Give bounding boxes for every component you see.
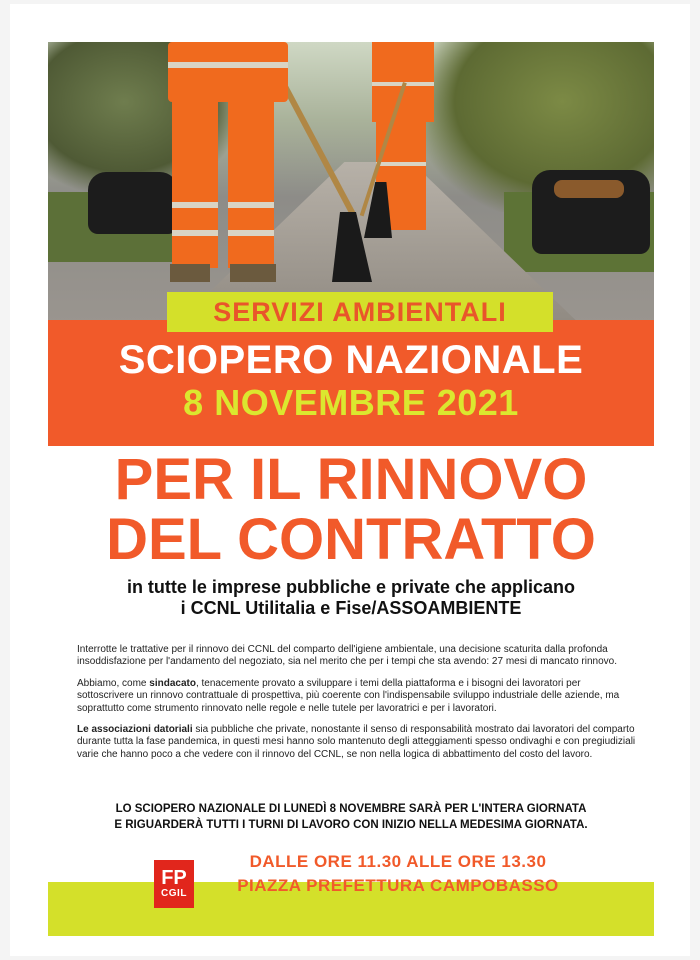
strike-date: 8 NOVEMBRE 2021 bbox=[183, 382, 519, 423]
headline-line-1: PER IL RINNOVO bbox=[114, 447, 588, 512]
paragraph-1: Interrotte le trattative per il rinnovo dei CCNL del comparto dell'igiene ambientale, una decisione scaturita dalla profonda insoddisfazione per l'andamento del negoziato, sia nel merito che per i tempi che sta avendo: 27 mesi di mancato rinnovo. bbox=[77, 644, 617, 668]
body-text bbox=[77, 644, 637, 770]
subheadline bbox=[48, 577, 654, 619]
flyer-page bbox=[10, 4, 690, 956]
subheadline-line-1: in tutte le imprese pubbliche e private che applicano bbox=[126, 577, 576, 597]
street-sweepers-photo bbox=[48, 42, 654, 324]
headline-line-2: DEL CONTRATTO bbox=[106, 507, 596, 572]
sector-tag: SERVIZI AMBIENTALI bbox=[167, 292, 553, 332]
worker-front bbox=[158, 42, 298, 287]
headline bbox=[48, 447, 654, 572]
closing-statement bbox=[48, 801, 654, 833]
event-time: DALLE ORE 11.30 ALLE ORE 13.30 bbox=[249, 852, 547, 871]
paragraph-2: Abbiamo, come sindacato, tenacemente provato a sviluppare i temi della piattaforma e i bisogni dei lavoratori per sottoscrivere un rinnovo contrattuale di prospettiva, più coerente con l'indispensabile sviluppo industriale delle aziende, ma soprattutto come strumento rinnovato nelle regole e nelle tutele per lavoratrici e per i lavoratori. bbox=[77, 677, 620, 714]
paragraph-3: Le associazioni datoriali sia pubbliche che private, nonostante il senso di responsabilità mostrato dai lavoratori del comparto durante tutta la fase pandemica, in questi mesi hanno solo mantenuto degli atteggiamenti spesso ondivaghi e con pregiudiziali varie che hanno poco a che vedere con il rinnovo del CCNL, se non nella logica di abbattimento del costo del lavoro. bbox=[77, 724, 636, 760]
fp-cgil-logo bbox=[154, 860, 194, 908]
closing-line-2: E RIGUARDERÀ TUTTI I TURNI DI LAVORO CON INIZIO NELLA MEDESIMA GIORNATA. bbox=[114, 819, 588, 831]
strike-title: SCIOPERO NAZIONALE bbox=[118, 338, 584, 382]
subheadline-line-2: i CCNL Utilitalia e Fise/ASSOAMBIENTE bbox=[180, 598, 522, 618]
event-place: PIAZZA PREFETTURA CAMPOBASSO bbox=[237, 876, 559, 895]
closing-line-1: LO SCIOPERO NAZIONALE DI LUNEDÌ 8 NOVEMBRE SARÀ PER L'INTERA GIORNATA bbox=[115, 803, 587, 815]
logo-cgil: CGIL bbox=[161, 888, 187, 899]
event-details bbox=[208, 850, 588, 898]
logo-fp: FP bbox=[161, 867, 187, 889]
garbage-bag-right bbox=[532, 170, 650, 254]
